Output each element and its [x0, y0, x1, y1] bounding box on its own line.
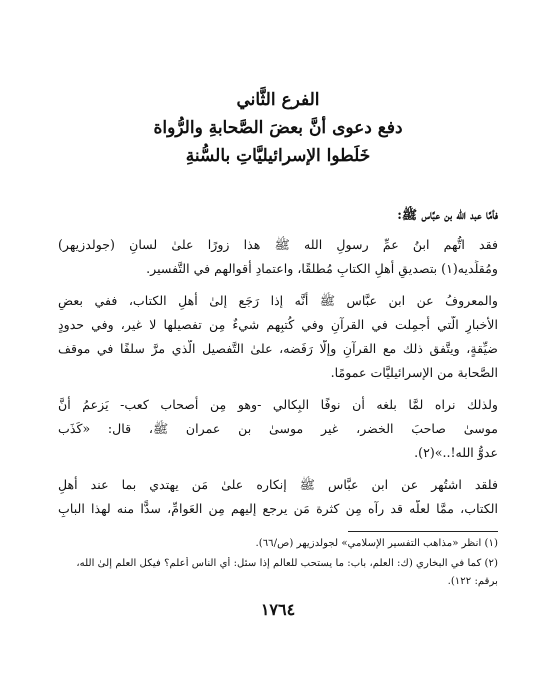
footnote: (٢) كما في البخاري (ك: العلم، باب: ما يستحب للعالم إذا سئل: أي الناس أعلم؟ فيكل العلم إلىٰ الله، — [76, 558, 498, 569]
section-title-line-1: دفع دعوى أنَّ بعضَ الصَّحابةِ والرُّواة — [153, 118, 403, 138]
page-number: ١٧٦٤ — [260, 600, 296, 619]
body-line: والمعروفُ عن ابن عبَّاس ﷺ أنَّه إذا رَجَع إلىٰ أهلِ الكتاب، ففي بعضِ — [58, 293, 498, 308]
footnote-continuation: برقم: ١٢٢). — [447, 576, 498, 587]
paragraph-subheading: فأمَّا عبد الله بن عبَّاس ﷺ: — [397, 207, 498, 222]
body-line: الكتاب، ممَّا لعلَّه قد رآه مِن كثرة مَن يرجع إليهم مِن العَوامِّ، سدًّا منه لهذا البابِ — [58, 501, 498, 516]
body-line: الأخبارِ الَّتي أُجمِلت في القرآنِ وفي كُتبِهم شيءٌ مِن تفصيلها لا غير، وفي حدودٍ — [58, 317, 498, 332]
body-line: موسىٰ صاحبَ الخضر، غير موسىٰ بن عمران ﷺ، قال: «كَذَب — [58, 421, 498, 436]
body-line: فلقد اشتُهر عن ابن عبَّاس ﷺ إنكاره علىٰ مَن يهتدي بما عند أهلِ — [58, 477, 498, 492]
footnote-separator — [348, 531, 498, 532]
section-title-line-2: خَلَطوا الإسرائيليَّاتِ بالسُّنةِ — [185, 146, 371, 166]
body-line: فقد اتُّهم ابنُ عمِّ رسولِ الله ﷺ هذا زورًا علىٰ لسانِ (جولدزيهر) — [58, 237, 498, 252]
body-line: عدوُّ الله!..»(٢). — [414, 445, 498, 460]
body-line: ولذلك نراه لمَّا بلغه أن نوفًا البِكالي -وهو مِن أصحاب كعب- يَزعمُ أنَّ — [58, 397, 498, 412]
body-line: ومُقلِّديه(١) بتصديقِ أهلِ الكتابِ مُطلقًا، واعتمادِ أقوالهم في التَّفسير. — [146, 261, 498, 276]
body-line: الصَّحابة من الإسرائيليَّات عمومًا. — [330, 365, 498, 380]
footnote: (١) انظر «مذاهب التفسير الإسلامي» لجولدزيهر (ص/٦٦). — [255, 538, 498, 549]
section-heading-branch: الفرع الثَّاني — [236, 90, 320, 110]
body-line: ضيِّقةٍ، ويتَّفق ذلك مع القرآنِ وإلَّا رَفَضه، علىٰ التَّفصيل الَّذي مرَّ سلفًا في موقف — [58, 341, 498, 356]
